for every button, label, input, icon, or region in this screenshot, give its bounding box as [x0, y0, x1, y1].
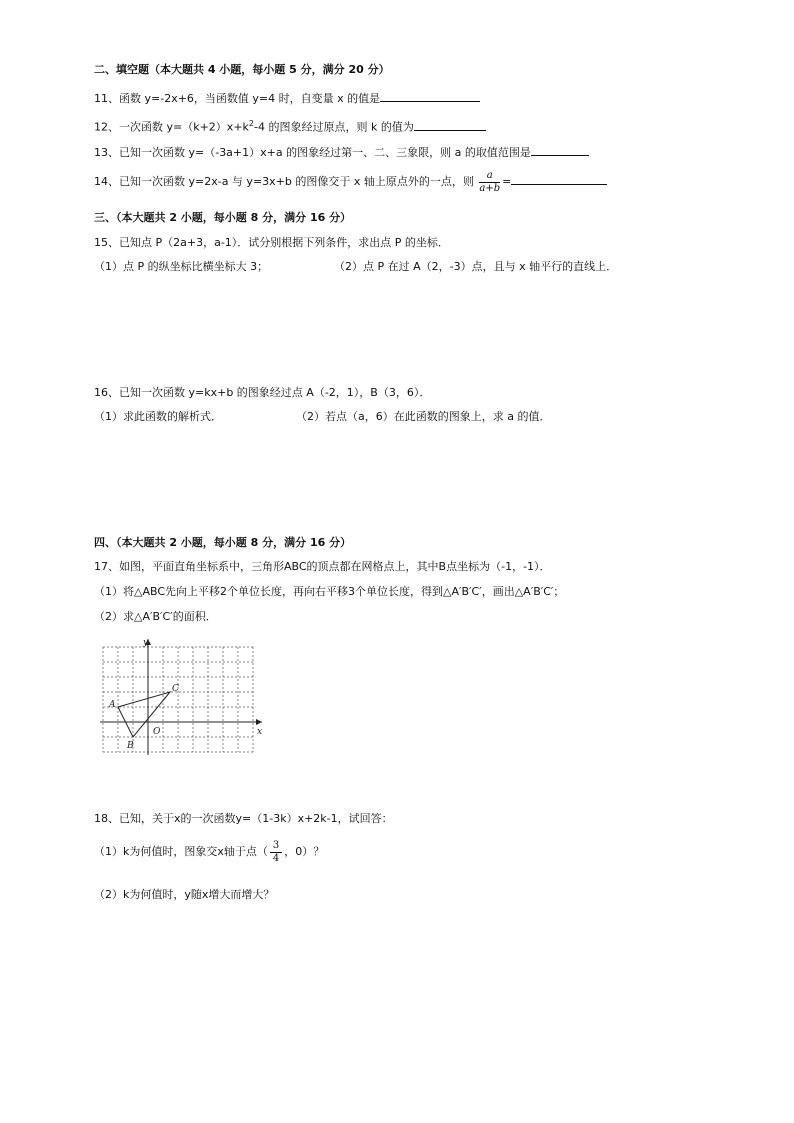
question-12-text-a: 12、一次函数 y=（k+2）x+k: [94, 120, 249, 134]
question-17: 17、如图，平面直角坐标系中，三角形ABC的顶点都在网格点上，其中B点坐标为（-1，-1）．: [94, 560, 551, 573]
question-11: [94, 90, 480, 107]
question-15-part1: （1）点 P 的纵坐标比横坐标大 3；: [94, 260, 269, 273]
question-17-part2: （2）求△A′B′C′的面积．: [94, 610, 217, 623]
question-16: 16、已知一次函数 y=kx+b 的图象经过点 A（-2，1），B（3，6）．: [94, 386, 431, 399]
question-13-text: 13、已知一次函数 y=（-3a+1）x+a 的图象经过第一、二、三象限，则 a 的取值范围是: [94, 146, 531, 159]
question-17-part1: （1）将△ABC先向上平移2个单位长度，再向右平移3个单位长度，得到△A′B′C′，画出△A′B′C′；: [94, 585, 565, 598]
triangle-abc: [118, 692, 170, 737]
question-14-equals: =: [502, 175, 512, 188]
question-12-exponent: 2: [248, 119, 254, 128]
question-14: [94, 168, 607, 196]
section4-heading: 四、（本大题共 2 小题，每小题 8 分，满分 16 分）: [94, 536, 352, 549]
origin-label: O: [153, 727, 161, 737]
point-c-label: C: [172, 684, 179, 694]
question-15-part2: （2）点 P 在过 A（2，-3）点，且与 x 轴平行的直线上．: [334, 260, 618, 273]
fraction-numerator: 3: [270, 840, 282, 853]
fraction-denominator: 4: [272, 852, 280, 864]
question-18-part1-text-a: （1）k为何值时，图象交x轴于点（: [94, 845, 268, 858]
point-a-label: A: [109, 700, 116, 710]
x-axis-arrow: [256, 719, 262, 725]
question-18: 18、已知，关于x的一次函数y=（1-3k）x+2k-1，试回答：: [94, 812, 393, 825]
answer-blank-12[interactable]: [414, 119, 486, 131]
x-axis-label: x: [257, 727, 263, 737]
question-18-fraction: [270, 840, 282, 865]
question-18-part1-text-b: ，0）？: [284, 845, 325, 858]
section2-heading: 二、填空题（本大题共 4 小题，每小题 5 分，满分 20 分）: [94, 63, 390, 76]
question-15: 15、已知点 P（2a+3，a-1）．试分别根据下列条件，求出点 P 的坐标．: [94, 236, 449, 249]
question-18-part2: （2）k为何值时，y随x增大而增大？: [94, 888, 275, 901]
y-axis-label: y: [143, 638, 149, 648]
point-b-label: B: [127, 741, 134, 751]
question-12-text-b: -4 的图象经过原点，则 k 的值为: [254, 120, 414, 134]
question-18-part1: [94, 838, 324, 866]
coordinate-grid-figure: [98, 635, 268, 757]
question-11-text: 11、函数 y=-2x+6，当函数值 y=4 时，自变量 x 的值是: [94, 92, 381, 105]
question-12: [94, 116, 486, 136]
question-13: [94, 144, 589, 161]
fraction-denominator: a+b: [479, 182, 501, 194]
question-14-text: 14、已知一次函数 y=2x-a 与 y=3x+b 的图像交于 x 轴上原点外的一点，则: [94, 175, 474, 188]
fraction-numerator: a: [479, 170, 500, 183]
section3-heading: 三、（本大题共 2 小题，每小题 8 分，满分 16 分）: [94, 211, 352, 224]
question-14-fraction: [479, 170, 500, 195]
question-16-part1: （1）求此函数的解析式．: [94, 410, 222, 423]
answer-blank-14[interactable]: [511, 173, 607, 185]
answer-blank-11[interactable]: [380, 90, 480, 102]
answer-blank-13[interactable]: [531, 144, 589, 156]
grid-lines: [103, 647, 253, 752]
question-16-part2: （2）若点（a，6）在此函数的图象上，求 a 的值．: [296, 410, 551, 423]
